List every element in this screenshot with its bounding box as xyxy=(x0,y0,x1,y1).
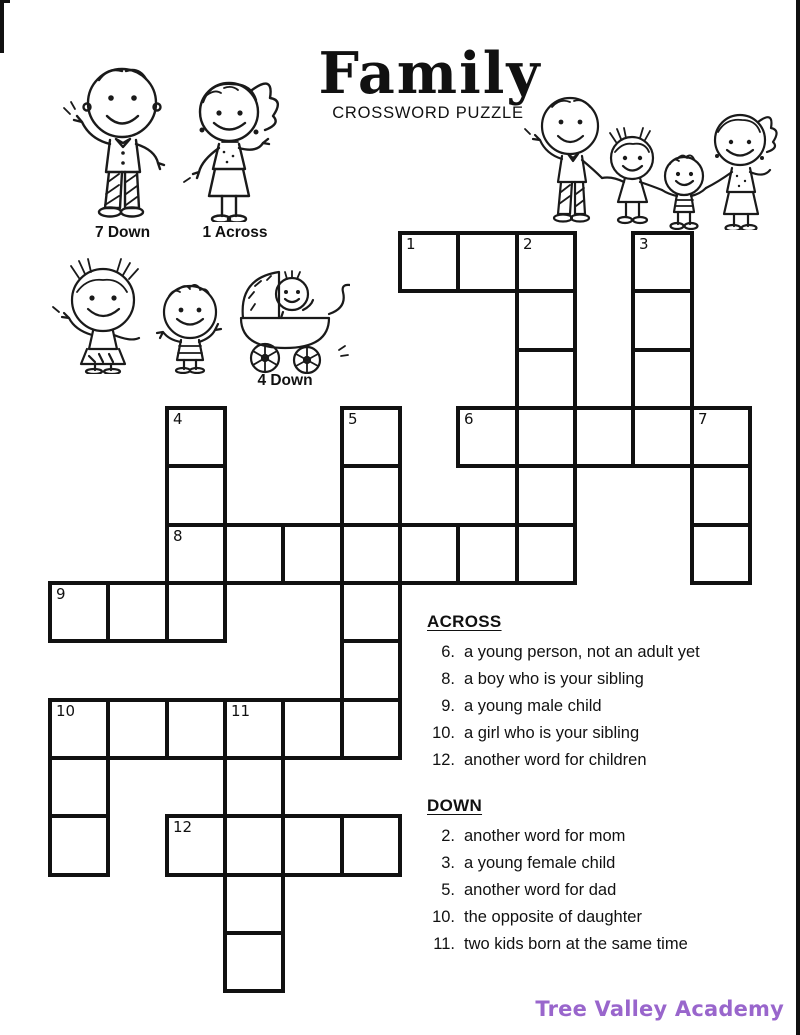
grid-cell-number: 10 xyxy=(56,702,76,720)
grid-cell[interactable] xyxy=(165,464,227,527)
clue-item xyxy=(427,747,787,774)
family-boy-figure xyxy=(662,155,706,229)
grid-cell[interactable] xyxy=(223,873,285,935)
grid-cell[interactable] xyxy=(690,523,752,585)
pram-caption: 4 Down xyxy=(257,372,313,389)
grid-cell[interactable] xyxy=(456,406,519,468)
clue-number: 5. xyxy=(441,881,455,899)
grid-cell[interactable] xyxy=(515,231,577,293)
family-mom-figure xyxy=(706,115,777,230)
clue-item xyxy=(427,931,787,958)
grid-cell[interactable] xyxy=(165,523,227,585)
boy-figure xyxy=(157,285,221,373)
grid-cell[interactable] xyxy=(573,406,635,468)
page-edge-line xyxy=(796,0,800,1035)
grid-cell[interactable] xyxy=(223,523,285,585)
grid-cell[interactable] xyxy=(165,406,227,468)
brand-logo-text: Tree Valley Academy xyxy=(535,997,784,1021)
down-clues-section xyxy=(427,796,787,958)
grid-cell[interactable] xyxy=(690,406,752,468)
clue-number: 6. xyxy=(441,643,455,661)
page-subtitle: CROSSWORD PUZZLE xyxy=(332,104,524,122)
dad-figure xyxy=(64,69,164,217)
grid-cell[interactable] xyxy=(340,523,402,585)
grid-cell[interactable] xyxy=(106,581,169,643)
clue-text: another word for children xyxy=(464,751,647,769)
clue-item xyxy=(427,904,787,931)
family-dad-figure xyxy=(525,98,602,222)
clue-text: two kids born at the same time xyxy=(464,935,688,953)
grid-cell[interactable] xyxy=(515,464,577,527)
clue-item xyxy=(427,693,787,720)
clue-text: the opposite of daughter xyxy=(464,908,642,926)
kids-illustration xyxy=(45,252,350,374)
grid-cell[interactable] xyxy=(340,406,402,468)
baby-pram-figure xyxy=(241,271,350,373)
grid-cell-number: 7 xyxy=(698,410,708,428)
grid-cell[interactable] xyxy=(398,523,460,585)
grid-cell-number: 2 xyxy=(523,235,533,253)
clue-number: 10. xyxy=(432,724,455,742)
grid-cell-number: 5 xyxy=(348,410,358,428)
clue-text: another word for dad xyxy=(464,881,617,899)
grid-cell[interactable] xyxy=(223,756,285,818)
clue-number: 2. xyxy=(441,827,455,845)
clue-text: a young female child xyxy=(464,854,616,872)
clue-text: a young male child xyxy=(464,697,602,715)
grid-cell[interactable] xyxy=(48,698,110,760)
clue-text: a young person, not an adult yet xyxy=(464,643,700,661)
clue-number: 12. xyxy=(432,751,455,769)
grid-cell[interactable] xyxy=(48,756,110,818)
grid-cell[interactable] xyxy=(281,698,344,760)
mom-figure xyxy=(184,83,278,222)
grid-cell[interactable] xyxy=(515,348,577,410)
clue-number: 3. xyxy=(441,854,455,872)
clue-number: 10. xyxy=(432,908,455,926)
page-corner-mark xyxy=(0,0,10,3)
down-heading: DOWN xyxy=(427,796,483,815)
clue-number: 11. xyxy=(433,935,455,953)
clue-text: another word for mom xyxy=(464,827,626,845)
grid-cell[interactable] xyxy=(106,698,169,760)
clue-item xyxy=(427,639,787,666)
grid-cell-number: 3 xyxy=(639,235,649,253)
clue-text: a boy who is your sibling xyxy=(464,670,644,688)
grid-cell[interactable] xyxy=(165,698,227,760)
grid-cell[interactable] xyxy=(281,814,344,877)
grid-cell[interactable] xyxy=(223,814,285,877)
grid-cell[interactable] xyxy=(48,814,110,877)
clue-number: 8. xyxy=(441,670,455,688)
grid-cell[interactable] xyxy=(340,639,402,702)
grid-cell[interactable] xyxy=(340,581,402,643)
grid-cell[interactable] xyxy=(398,231,460,293)
mom-caption: 1 Across xyxy=(202,224,268,241)
clue-item xyxy=(427,823,787,850)
grid-cell[interactable] xyxy=(515,406,577,468)
grid-cell[interactable] xyxy=(456,231,519,293)
grid-cell[interactable] xyxy=(223,698,285,760)
clue-item xyxy=(427,877,787,904)
grid-cell-number: 12 xyxy=(173,818,193,836)
grid-cell-number: 1 xyxy=(406,235,416,253)
clue-number: 9. xyxy=(441,697,455,715)
grid-cell[interactable] xyxy=(631,348,694,410)
parents-illustration xyxy=(52,50,297,222)
grid-cell[interactable] xyxy=(48,581,110,643)
clue-item xyxy=(427,720,787,747)
grid-cell[interactable] xyxy=(631,406,694,468)
page-corner-mark xyxy=(0,0,4,53)
grid-cell[interactable] xyxy=(631,231,694,293)
family-illustration xyxy=(512,82,782,230)
grid-cell-number: 11 xyxy=(231,702,251,720)
clue-item xyxy=(427,850,787,877)
family-girl-figure xyxy=(602,128,662,223)
grid-cell[interactable] xyxy=(223,931,285,993)
grid-cell[interactable] xyxy=(165,814,227,877)
dad-caption: 7 Down xyxy=(94,224,151,241)
across-clue-list xyxy=(427,639,787,774)
grid-cell[interactable] xyxy=(515,523,577,585)
grid-cell[interactable] xyxy=(340,814,402,877)
grid-cell[interactable] xyxy=(690,464,752,527)
girl-figure xyxy=(53,259,139,374)
grid-cell[interactable] xyxy=(631,289,694,352)
grid-cell-number: 6 xyxy=(464,410,474,428)
grid-cell-number: 8 xyxy=(173,527,183,545)
across-heading: ACROSS xyxy=(427,612,502,631)
across-clues-section xyxy=(427,612,787,774)
clue-item xyxy=(427,666,787,693)
grid-cell[interactable] xyxy=(456,523,519,585)
page-title: Family xyxy=(318,40,542,107)
grid-cell[interactable] xyxy=(340,464,402,527)
grid-cell[interactable] xyxy=(165,581,227,643)
down-clue-list xyxy=(427,823,787,958)
grid-cell[interactable] xyxy=(340,698,402,760)
clue-text: a girl who is your sibling xyxy=(464,724,640,742)
grid-cell-number: 4 xyxy=(173,410,183,428)
grid-cell-number: 9 xyxy=(56,585,66,603)
grid-cell[interactable] xyxy=(515,289,577,352)
grid-cell[interactable] xyxy=(281,523,344,585)
